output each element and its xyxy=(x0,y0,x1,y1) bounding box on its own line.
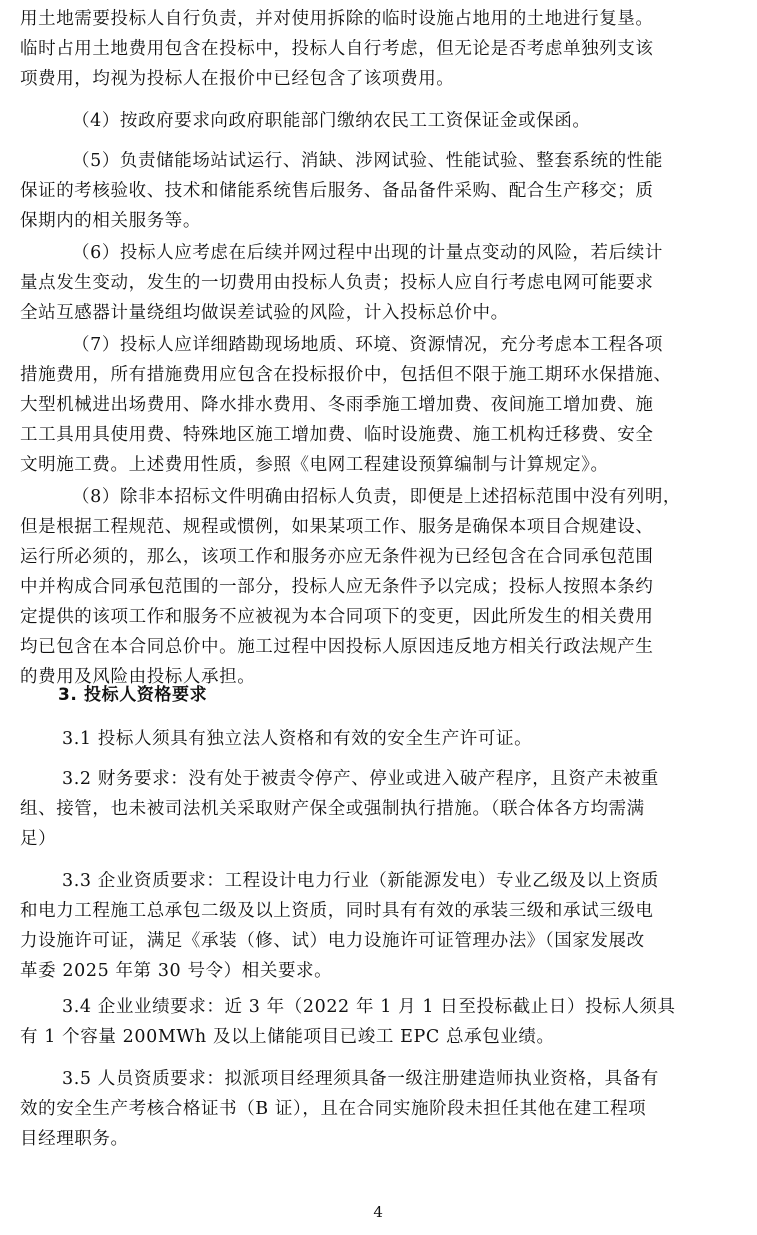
page-number: 4 xyxy=(373,1203,384,1221)
text-line: 的费用及风险由投标人承担。 xyxy=(20,667,256,687)
paragraph-3-1 xyxy=(20,724,736,754)
text-line: 效的安全生产考核合格证书（B 证），且在合同实施阶段未担任其他在建工程项 xyxy=(20,1099,647,1119)
text-line: （8）除非本招标文件明确由招标人负责，即便是上述招标范围中没有列明， xyxy=(72,487,682,507)
paragraph-3-3 xyxy=(20,866,736,986)
text-line: 项费用，均视为投标人在报价中已经包含了该项费用。 xyxy=(20,69,455,89)
text-line: 革委 2025 年第 30 号令）相关要求。 xyxy=(20,961,333,981)
paragraph-3-2 xyxy=(20,764,736,854)
text-line: 全站互感器计量绕组均做误差试验的风险，计入投标总价中。 xyxy=(20,303,509,323)
text-line: 量点发生变动，发生的一切费用由投标人负责；投标人应自行考虑电网可能要求 xyxy=(20,273,654,293)
text-line: 有 1 个容量 200MWh 及以上储能项目已竣工 EPC 总承包业绩。 xyxy=(20,1027,555,1047)
text-line: 力设施许可证，满足《承装（修、试）电力设施许可证管理办法》（国家发展改 xyxy=(20,931,645,951)
text-line: 3.2 财务要求：没有处于被责令停产、停业或进入破产程序，且资产未被重 xyxy=(62,769,659,789)
text-line: 均已包含在本合同总价中。施工过程中因投标人原因违反地方相关行政法规产生 xyxy=(20,637,654,657)
text-line: （6）投标人应考虑在后续并网过程中出现的计量点变动的风险，若后续计 xyxy=(72,243,663,263)
text-line: 3.3 企业资质要求：工程设计电力行业（新能源发电）专业乙级及以上资质 xyxy=(62,871,659,891)
text-line: 3.1 投标人须具有独立法人资格和有效的安全生产许可证。 xyxy=(62,729,533,749)
text-line: 和电力工程施工总承包二级及以上资质，同时具有有效的承装三级和承试三级电 xyxy=(20,901,654,921)
section-title: 3. 投标人资格要求 xyxy=(58,685,208,705)
text-line: 临时占用土地费用包含在投标中，投标人自行考虑，但无论是否考虑单独列支该 xyxy=(20,39,654,59)
text-line: 保证的考核验收、技术和储能系统售后服务、备品备件采购、配合生产移交；质 xyxy=(20,181,654,201)
text-line: 用土地需要投标人自行负责，并对使用拆除的临时设施占地用的土地进行复垦。 xyxy=(20,9,654,29)
text-line: 3.4 企业业绩要求：近 3 年（2022 年 1 月 1 日至投标截止日）投标人须具 xyxy=(62,997,676,1017)
text-line: 组、接管，也未被司法机关采取财产保全或强制执行措施。（联合体各方均需满 xyxy=(20,799,645,819)
text-line: 但是根据工程规范、规程或惯例，如果某项工作、服务是确保本项目合规建设、 xyxy=(20,517,654,537)
paragraph-item-8 xyxy=(20,482,736,692)
text-line: 运行所必须的，那么，该项工作和服务亦应无条件视为已经包含在合同承包范围 xyxy=(20,547,654,567)
paragraph-3-4 xyxy=(20,992,736,1052)
text-line: 保期内的相关服务等。 xyxy=(20,211,201,231)
paragraph-3-5 xyxy=(20,1064,736,1154)
text-line: 中并构成合同承包范围的一部分，投标人应无条件予以完成；投标人按照本条约 xyxy=(20,577,654,597)
paragraph-item-4 xyxy=(20,106,736,136)
text-line: （4）按政府要求向政府职能部门缴纳农民工工资保证金或保函。 xyxy=(72,111,591,131)
text-line: 目经理职务。 xyxy=(20,1129,129,1149)
text-line: 措施费用，所有措施费用应包含在投标报价中，包括但不限于施工期环水保措施、 xyxy=(20,365,672,385)
paragraph-item-7 xyxy=(20,330,736,480)
paragraph-item-6 xyxy=(20,238,736,328)
text-line: （5）负责储能场站试运行、消缺、涉网试验、性能试验、整套系统的性能 xyxy=(72,151,663,171)
text-line: 文明施工费。上述费用性质，参照《电网工程建设预算编制与计算规定》。 xyxy=(20,455,609,475)
section-heading-3 xyxy=(20,680,736,710)
paragraph-land-use xyxy=(20,4,736,94)
text-line: 3.5 人员资质要求：拟派项目经理须具备一级注册建造师执业资格，具备有 xyxy=(62,1069,659,1089)
text-line: 大型机械进出场费用、降水排水费用、冬雨季施工增加费、夜间施工增加费、施 xyxy=(20,395,654,415)
text-line: 工工具用具使用费、特殊地区施工增加费、临时设施费、施工机构迁移费、安全 xyxy=(20,425,654,445)
text-line: 定提供的该项工作和服务不应被视为本合同项下的变更，因此所发生的相关费用 xyxy=(20,607,654,627)
text-line: （7）投标人应详细踏勘现场地质、环境、资源情况，充分考虑本工程各项 xyxy=(72,335,663,355)
text-line: 足） xyxy=(20,829,57,849)
paragraph-item-5 xyxy=(20,146,736,236)
